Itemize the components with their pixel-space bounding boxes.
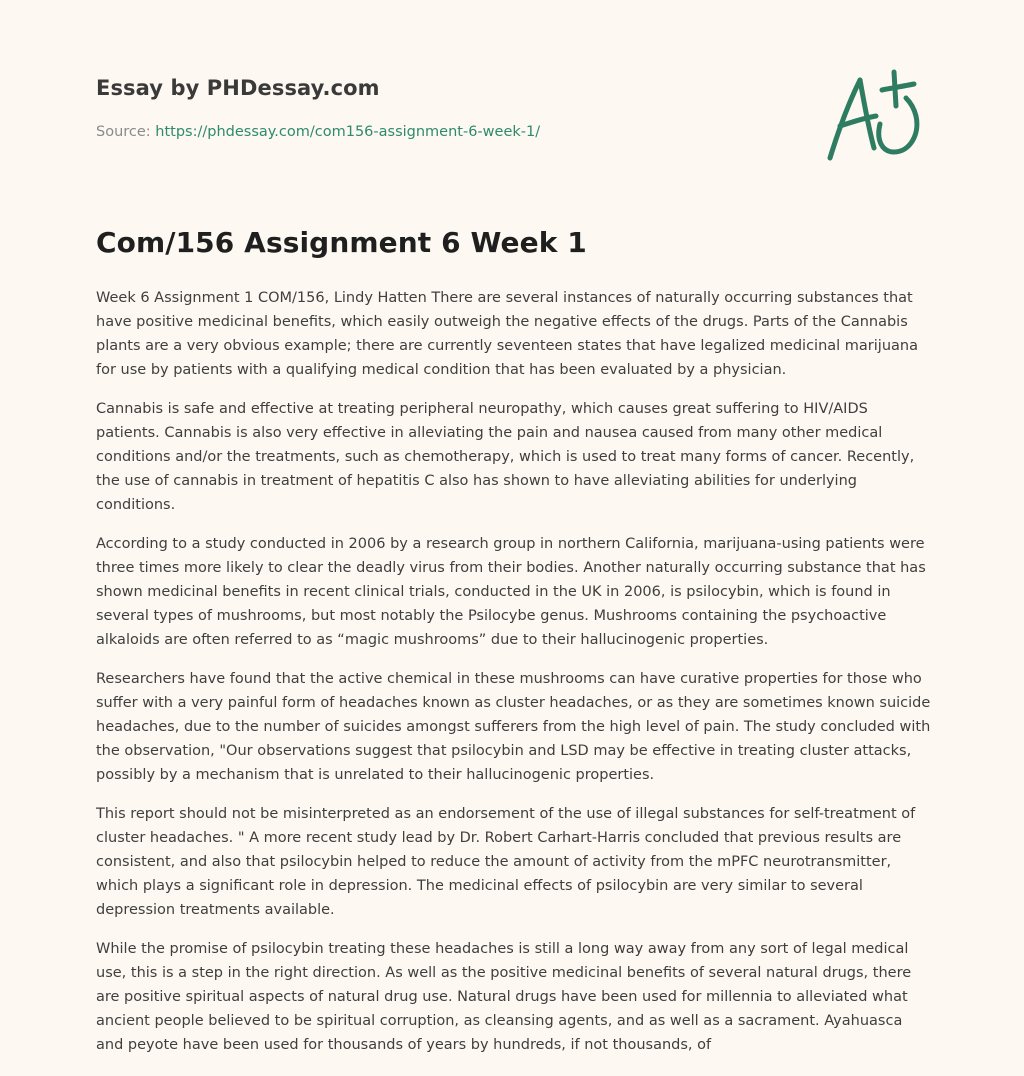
essay-paragraph: This report should not be misinterpreted as an endorsement of the use of illegal substances for self-treatment of cluster headaches. " A more recent study lead by Dr. Robert Carhart-Harris concluded that previous results are consistent, and also that psilocybin helped to reduce the amount of activity from the mPFC neurotransmitter, which plays a significant role in depression. The medicinal effects of psilocybin are very similar to several depression treatments available. [96, 806, 916, 918]
source-label: Source: [96, 124, 156, 140]
essay-paragraph: While the promise of psilocybin treating these headaches is still a long way away from any sort of legal medical use, this is a step in the right direction. As well as the positive medicinal benefits of several natural drugs, there are positive spiritual aspects of natural drug use. Natural drugs have been used for millennia to alleviated what ancient people believed to be spiritual corruption, as cleansing agents, and as well as a sacrament. Ayahuasca and peyote have been used for thousands of years by hundreds, if not thousands, of [96, 941, 912, 1053]
essay-paragraph: Week 6 Assignment 1 COM/156, Lindy Hatten There are several instances of naturally occurring substances that have positive medicinal benefits, which easily outweigh the negative effects of the drugs. Parts of the Cannabis plants are a very obvious example; there are currently seventeen states that have legalized medicinal marijuana for use by patients with a qualifying medical condition that has been evaluated by a physician. [96, 290, 918, 378]
source-link[interactable]: https://phdessay.com/com156-assignment-6-week-1/ [155, 124, 541, 140]
essay-paragraph: Cannabis is safe and effective at treating peripheral neuropathy, which causes great suffering to HIV/AIDS patients. Cannabis is also very effective in alleviating the pain and nausea caused from many other medical conditions and/or the treatments, such as chemotherapy, which is used to treat many forms of cancer. Recently, the use of cannabis in treatment of hepatitis C also has shown to have alleviating abilities for underlying conditions. [96, 401, 915, 513]
source-line [96, 124, 540, 140]
site-brand: Essay by PHDessay.com [96, 76, 380, 100]
essay-paragraph: According to a study conducted in 2006 by a research group in northern California, marijuana-using patients were three times more likely to clear the deadly virus from their bodies. Another naturally occurring substance that has shown medicinal benefits in recent clinical trials, conducted in the UK in 2006, is psilocybin, which is found in several types of mushrooms, but most notably the Psilocybe genus. Mushrooms containing the psychoactive alkaloids are often referred to as “magic mushrooms” due to their hallucinogenic properties. [96, 536, 926, 648]
essay-body [96, 286, 932, 1072]
essay-paragraph: Researchers have found that the active chemical in these mushrooms can have curative properties for those who suffer with a very painful form of headaches known as cluster headaches, or as they are sometimes known suicide headaches, due to the number of suicides amongst sufferers from the high level of pain. The study concluded with the observation, "Our observations suggest that psilocybin and LSD may be effective in treating cluster attacks, possibly by a mechanism that is unrelated to their hallucinogenic properties. [96, 671, 931, 783]
a-plus-logo-icon [820, 66, 932, 166]
essay-title: Com/156 Assignment 6 Week 1 [96, 226, 587, 259]
